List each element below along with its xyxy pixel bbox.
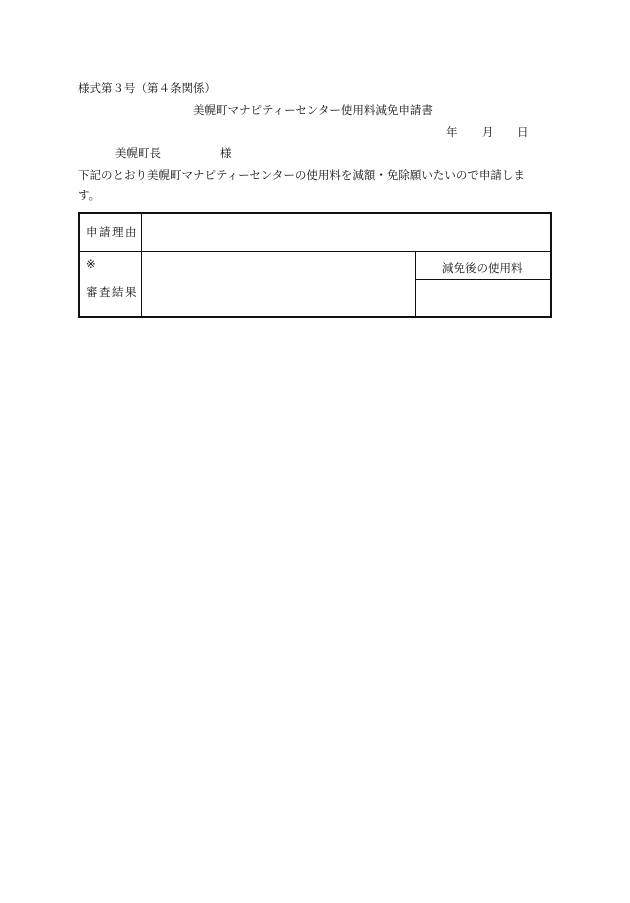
table-divider-horizontal-right — [415, 279, 550, 280]
fee-after-reduction-label: 減免後の使用料 — [442, 261, 523, 275]
body-text-line-1: 下記のとおり美幌町マナピティーセンターの使用料を減額・免除願いたいので申請しま — [78, 168, 525, 182]
form-number: 様式第３号（第４条関係） — [78, 81, 216, 95]
addressee-name: 美幌町長 — [115, 146, 161, 160]
body-text-line-2: す。 — [78, 188, 101, 202]
table-divider-vertical-left — [141, 214, 142, 316]
application-form-table — [78, 212, 552, 318]
document-title: 美幌町マナピティーセンター使用料減免申請書 — [193, 103, 433, 117]
reason-label: 申請理由 — [86, 225, 138, 239]
date-month-label: 月 — [482, 125, 494, 139]
table-divider-vertical-right — [415, 251, 416, 316]
addressee-honorific: 様 — [220, 146, 232, 160]
review-result-label: 審査結果 — [86, 285, 138, 299]
review-mark: ※ — [86, 257, 96, 271]
date-year-label: 年 — [446, 125, 458, 139]
table-divider-horizontal-middle — [80, 251, 550, 252]
date-day-label: 日 — [517, 125, 529, 139]
